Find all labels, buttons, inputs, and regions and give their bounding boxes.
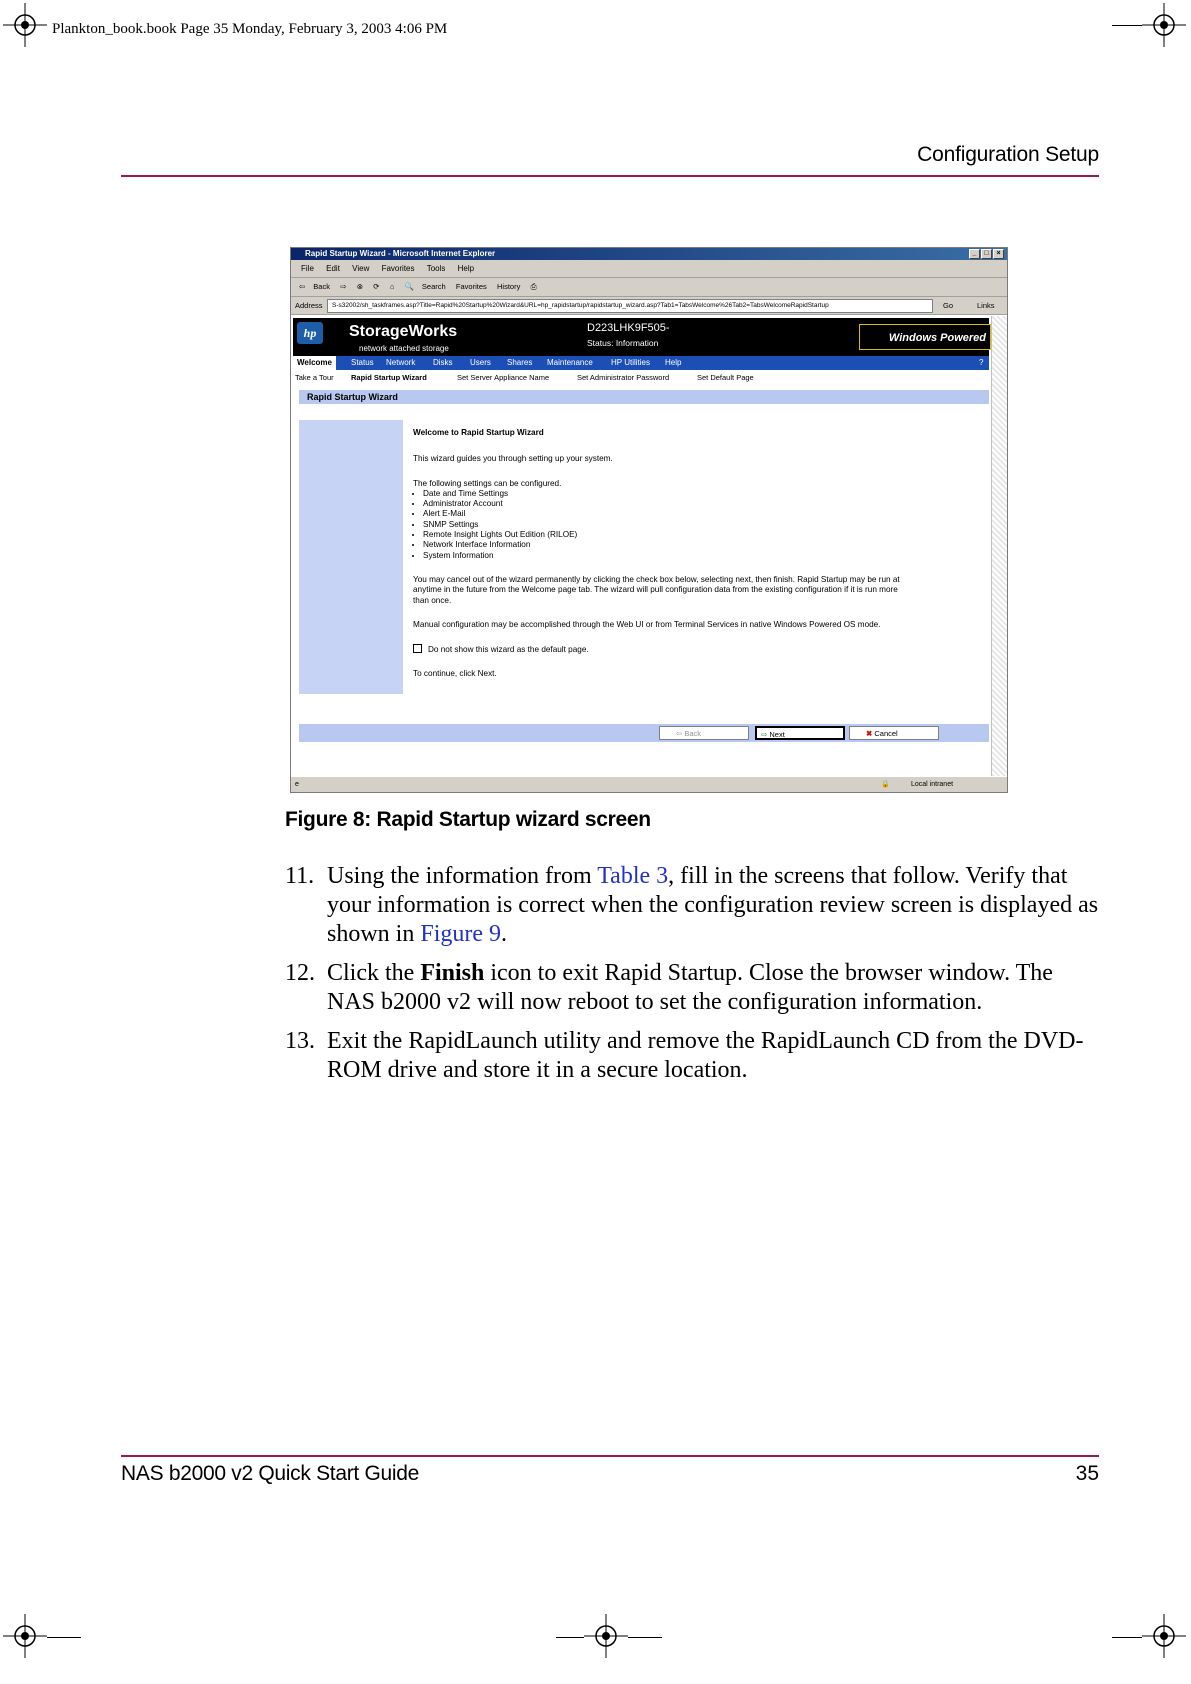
page-done-icon: e <box>295 781 299 788</box>
menu-favorites[interactable]: Favorites <box>381 264 415 273</box>
forward-icon[interactable]: ⇨ <box>340 282 347 291</box>
step-text: Click the <box>327 960 421 986</box>
lock-icon: 🔒 <box>881 781 890 788</box>
step-number: 12. <box>285 960 315 986</box>
menu-tools[interactable]: Tools <box>426 264 446 273</box>
subtab-admin-password[interactable]: Set Administrator Password <box>577 373 670 382</box>
next-label: Next <box>769 730 785 739</box>
finish-term: Finish <box>420 960 485 986</box>
menu-view[interactable]: View <box>352 264 370 273</box>
history-button[interactable]: History <box>497 282 521 291</box>
tab-maintenance[interactable]: Maintenance <box>547 358 593 367</box>
tab-shares[interactable]: Shares <box>507 358 533 367</box>
menu-edit[interactable]: Edit <box>326 264 340 273</box>
address-input[interactable]: S-s32002/sh_taskframes.asp?Title=Rapid%20Startup%20Wizard&URL=hp_rapidstartup/rapidstartup_wizard.asp?Tab1=TabsWelcome%26Tab2=TabsWelcomeRapidStartup <box>327 299 933 313</box>
go-button[interactable]: Go <box>943 301 954 310</box>
registration-mark-icon <box>584 1614 628 1658</box>
search-button[interactable]: Search <box>421 282 446 291</box>
help-icon[interactable]: ? <box>979 358 984 367</box>
window-titlebar <box>291 248 1007 260</box>
screenshot-figure <box>290 247 1008 793</box>
crop-line <box>628 1637 662 1638</box>
tab-help[interactable]: Help <box>665 358 682 367</box>
step-text: , fill in the screens that follow. Verify that your information is correct when the configuration review screen is displayed as shown in <box>327 863 1099 947</box>
back-icon[interactable]: ⇦ <box>299 282 306 291</box>
subtab-server-name[interactable]: Set Server Appliance Name <box>457 373 550 382</box>
list-item: • Date and Time Settings <box>423 489 913 499</box>
refresh-icon[interactable]: ⟳ <box>373 282 380 291</box>
settings-list <box>413 489 913 561</box>
list-item: • Remote Insight Lights Out Edition (RILOE) <box>423 530 913 540</box>
wizard-content <box>413 428 913 688</box>
browser-toolbar <box>291 278 1007 297</box>
address-label: Address <box>295 301 323 310</box>
continue-note: To continue, click Next. <box>413 669 497 679</box>
left-panel <box>299 420 403 694</box>
tab-disks[interactable]: Disks <box>433 358 453 367</box>
minimize-icon[interactable]: _ <box>969 249 980 259</box>
table-3-link[interactable]: Table 3 <box>597 863 669 889</box>
address-bar <box>291 297 1007 315</box>
next-arrow-icon: ⇨ <box>761 730 770 739</box>
checkbox-label: Do not show this wizard as the default page. <box>428 645 589 655</box>
steps-list <box>285 862 1100 1095</box>
default-page-checkbox-row <box>413 644 913 655</box>
crop-line <box>1112 1637 1142 1638</box>
header-rule <box>121 175 1099 177</box>
brand-subtitle: network attached storage <box>359 344 449 353</box>
links-button[interactable]: Links <box>977 301 995 310</box>
running-header: Configuration Setup <box>917 143 1099 166</box>
stop-icon[interactable]: ⊗ <box>356 282 364 291</box>
tab-status[interactable]: Status <box>351 358 374 367</box>
list-item: • System Information <box>423 551 913 561</box>
maximize-icon[interactable]: □ <box>981 249 992 259</box>
cancel-button[interactable] <box>849 726 939 740</box>
step-number: 11. <box>285 863 315 889</box>
back-button[interactable]: Back <box>313 282 330 291</box>
page-number: 35 <box>1075 1462 1099 1485</box>
zone-label: Local intranet <box>911 781 954 788</box>
tab-welcome[interactable]: Welcome <box>293 356 336 370</box>
footer-title: NAS b2000 v2 Quick Start Guide <box>121 1462 419 1485</box>
cancel-note: You may cancel out of the wizard permanently by clicking the check box below, selecting next, then finish. Rapid Startup may be run at anytime in the future from the Welcome page tab. The wizard will pull configuration data from the existing configuration if it is run more than once. <box>413 574 900 605</box>
step-text: Exit the RapidLaunch utility and remove the RapidLaunch CD from the DVD-ROM drive and store it in a secure location. <box>327 1028 1084 1083</box>
crop-line <box>556 1637 584 1638</box>
cancel-label: Cancel <box>874 729 898 738</box>
step-text: icon to exit Rapid Startup. Close the browser window. The NAS b2000 v2 will now reboot to set the configuration information. <box>327 960 1053 1015</box>
list-item: • SNMP Settings <box>423 520 913 530</box>
step-item <box>285 862 1100 949</box>
registration-mark-icon <box>3 3 47 47</box>
crop-line <box>47 1637 81 1638</box>
subtab-take-a-tour[interactable]: Take a Tour <box>295 373 334 382</box>
main-nav <box>293 356 989 370</box>
brand-title: StorageWorks <box>349 323 458 340</box>
vertical-scrollbar[interactable] <box>991 316 1008 776</box>
tab-network[interactable]: Network <box>386 358 416 367</box>
step-number: 13. <box>285 1028 315 1054</box>
server-name: D223LHK9F505- <box>587 322 670 334</box>
step-item <box>285 1027 1100 1085</box>
list-item: • Alert E-Mail <box>423 509 913 519</box>
back-button[interactable] <box>659 726 749 740</box>
window-title: Rapid Startup Wizard - Microsoft Internet Explorer <box>305 249 496 258</box>
search-icon[interactable]: 🔍 <box>404 282 414 291</box>
close-icon[interactable]: × <box>993 249 1004 259</box>
registration-mark-icon <box>1142 1614 1186 1658</box>
manual-note: Manual configuration may be accomplished through the Web UI or from Terminal Services in native Windows Powered OS mode. <box>413 619 881 629</box>
print-header: Plankton_book.book Page 35 Monday, February 3, 2003 4:06 PM <box>52 21 448 37</box>
wizard-button-bar <box>299 724 989 742</box>
menu-help[interactable]: Help <box>457 264 475 273</box>
status-bar <box>291 776 1007 793</box>
tab-hp-utilities[interactable]: HP Utilities <box>611 358 650 367</box>
figure-caption: Figure 8: Rapid Startup wizard screen <box>285 808 651 831</box>
menu-bar <box>291 260 1007 278</box>
step-text: . <box>501 921 508 947</box>
windows-logo: Windows Powered <box>859 324 991 350</box>
step-item <box>285 959 1100 1017</box>
section-title: Rapid Startup Wizard <box>299 390 989 404</box>
settings-intro: The following settings can be configured. <box>413 478 562 488</box>
default-page-checkbox[interactable] <box>413 644 422 653</box>
list-item: • Network Interface Information <box>423 540 913 550</box>
footer-rule <box>121 1455 1099 1457</box>
tab-users[interactable]: Users <box>470 358 491 367</box>
print-icon[interactable]: ⎙ <box>530 282 537 291</box>
crop-line <box>1112 25 1142 26</box>
welcome-heading: Welcome to Rapid Startup Wizard <box>413 428 544 437</box>
cancel-x-icon: ✖ <box>866 729 875 738</box>
favorites-button[interactable]: Favorites <box>455 282 487 291</box>
list-item: • Administrator Account <box>423 499 913 509</box>
subtab-default-page[interactable]: Set Default Page <box>697 373 754 382</box>
step-text: Using the information from <box>327 863 598 889</box>
server-status: Status: Information <box>587 338 659 348</box>
intro-text: This wizard guides you through setting up your system. <box>413 454 613 464</box>
next-button[interactable] <box>755 726 845 740</box>
hp-logo: hp <box>297 322 323 344</box>
back-label: Back <box>684 729 702 738</box>
back-arrow-icon: ⇦ <box>676 729 685 738</box>
subtab-rapid-startup[interactable]: Rapid Startup Wizard <box>351 373 427 382</box>
home-icon[interactable]: ⌂ <box>389 282 395 291</box>
product-banner <box>293 318 989 356</box>
sub-nav <box>293 372 989 384</box>
figure-9-link[interactable]: Figure 9 <box>420 921 502 947</box>
registration-mark-icon <box>1142 3 1186 47</box>
web-page <box>291 316 991 776</box>
menu-file[interactable]: File <box>301 264 314 273</box>
registration-mark-icon <box>3 1614 47 1658</box>
